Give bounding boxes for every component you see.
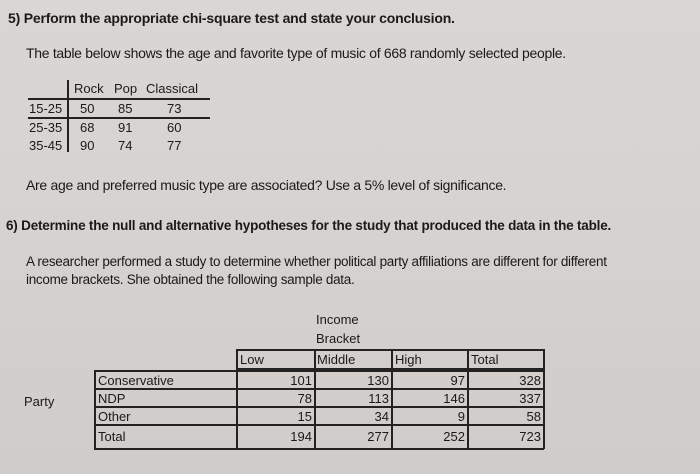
q6-group-header-income: Income (316, 312, 359, 327)
q6-intro-line-2: income brackets. She obtained the following sample data. (26, 272, 355, 287)
q6-rule (236, 349, 238, 449)
q6-rule (543, 349, 545, 449)
q6-rule (467, 349, 469, 449)
q6-cell: 101 (290, 373, 312, 388)
q6-cell: 130 (367, 373, 389, 388)
q5-cell: 73 (167, 101, 182, 116)
q6-cell: 15 (297, 409, 312, 424)
q6-cell: 113 (368, 391, 389, 406)
q6-rule (94, 388, 544, 390)
q5-row-label: 15-25 (29, 101, 63, 116)
q6-row-label: Conservative (98, 373, 174, 388)
q6-cell: 78 (297, 391, 312, 406)
q5-header-rock: Rock (74, 81, 104, 96)
q6-rule (314, 349, 316, 449)
q6-intro-line-1: A researcher performed a study to determine whether political party affiliations are different for different (26, 254, 607, 269)
q5-header-pop: Pop (114, 81, 138, 96)
q6-cell: 97 (450, 373, 465, 388)
q6-rule (94, 370, 544, 372)
q6-header-total: Total (471, 352, 499, 367)
q5-question: Are age and preferred music type are associated? Use a 5% level of significance. (26, 177, 507, 193)
q5-cell: 68 (80, 120, 95, 135)
q6-cell: 34 (374, 409, 389, 424)
q6-rule (94, 370, 96, 449)
q5-cell: 60 (167, 120, 182, 135)
q6-rule (94, 406, 544, 408)
q6-cell: 146 (443, 391, 465, 406)
q5-header-classical: Classical (146, 81, 199, 96)
q6-header-high: High (395, 352, 422, 367)
q5-intro: The table below shows the age and favorite type of music of 668 randomly selected people. (26, 45, 566, 61)
q5-row-rule-h (28, 117, 210, 119)
q5-cell: 90 (80, 138, 95, 153)
q6-title: 6) Determine the null and alternative hypotheses for the study that produced the data in the table. (6, 218, 612, 233)
q6-rule (236, 349, 544, 351)
q6-rule (94, 424, 544, 426)
q5-row-label: 25-35 (29, 120, 63, 135)
q6-cell: 9 (457, 409, 465, 424)
q5-header-rule (28, 98, 210, 100)
q6-group-header-bracket: Bracket (316, 331, 361, 346)
q6-cell: 58 (526, 409, 541, 424)
q5-cell: 91 (118, 120, 133, 135)
q5-cell: 77 (167, 138, 182, 153)
q6-row-label: Other (98, 409, 131, 424)
q6-row-label: NDP (98, 391, 126, 406)
q6-cell: 723 (519, 429, 541, 444)
q5-title: 5) Perform the appropriate chi-square test and state your conclusion. (8, 10, 455, 26)
q5-cell: 74 (118, 138, 133, 153)
q6-cell: 328 (519, 373, 541, 388)
q6-row-group-label: Party (24, 394, 55, 409)
q5-cell: 50 (80, 101, 95, 116)
q6-rule (94, 448, 544, 450)
q5-row-label: 35-45 (29, 138, 63, 153)
q6-header-low: Low (240, 352, 264, 367)
q5-cell: 85 (118, 101, 133, 116)
q6-header-middle: Middle (317, 352, 356, 367)
q6-rule (391, 349, 393, 449)
q6-cell: 337 (519, 391, 541, 406)
q6-cell: 252 (443, 429, 465, 444)
q6-row-label: Total (98, 429, 126, 444)
q6-cell: 194 (290, 429, 312, 444)
q5-row-rule (67, 80, 69, 152)
q6-cell: 277 (367, 429, 389, 444)
